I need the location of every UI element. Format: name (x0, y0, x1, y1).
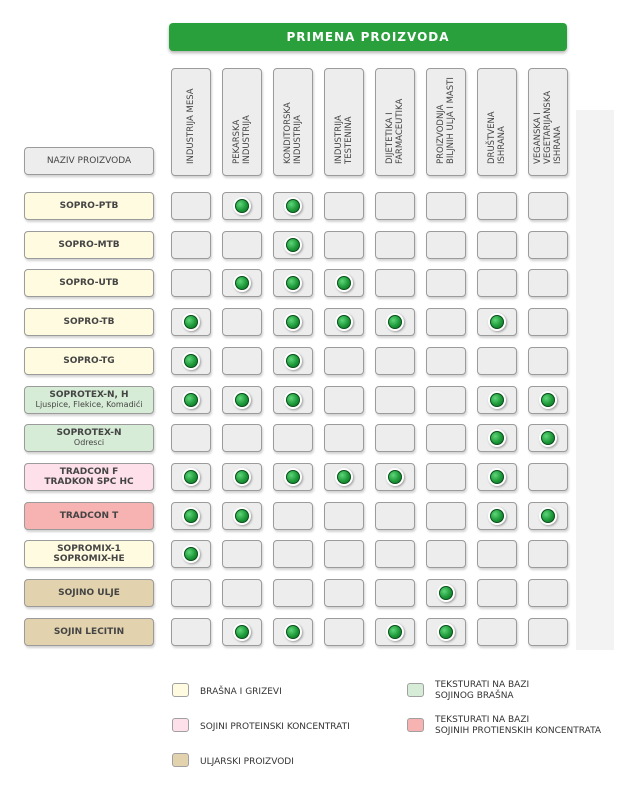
application-dot-icon (337, 315, 351, 329)
table-cell (426, 502, 466, 530)
table-cell (477, 192, 517, 220)
table-cell (222, 502, 262, 530)
column-header (222, 68, 262, 176)
row-label-name: SOJIN LECITIN (53, 627, 125, 637)
table-cell (375, 192, 415, 220)
application-dot-icon (286, 393, 300, 407)
application-dot-icon (439, 586, 453, 600)
application-dot-icon (439, 625, 453, 639)
application-dot-icon (490, 393, 504, 407)
table-cell (222, 308, 262, 336)
application-dot-icon (184, 393, 198, 407)
table-cell (477, 540, 517, 568)
column-header-label: DIJETETIKA I FARMACEUTIKA (385, 98, 405, 164)
table-cell (528, 463, 568, 491)
table-cell (222, 424, 262, 452)
column-header-label: PEKARSKA INDUSTRIJA (232, 115, 252, 164)
row-label-name: SOPRO-TG (63, 356, 115, 366)
table-cell (375, 269, 415, 297)
table-cell (171, 386, 211, 414)
application-dot-icon (235, 393, 249, 407)
row-label-name: SOPRO-MTB (58, 240, 120, 250)
table-cell (375, 347, 415, 375)
column-header (375, 68, 415, 176)
table-cell (528, 386, 568, 414)
table-cell (171, 231, 211, 259)
column-header-label: KONDITORSKA INDUSTRIJA (283, 102, 303, 164)
row-label-name: SOPROMIX-1 (57, 544, 121, 554)
row-label (24, 463, 154, 491)
application-dot-icon (490, 431, 504, 445)
table-cell (273, 424, 313, 452)
row-label-name: TRADCON F (59, 467, 119, 477)
table-cell (528, 192, 568, 220)
chart-title: PRIMENA PROIZVODA (169, 23, 567, 51)
row-label-name: SOPRO-UTB (59, 278, 119, 288)
table-cell (375, 386, 415, 414)
table-cell (477, 269, 517, 297)
application-dot-icon (235, 276, 249, 290)
legend-label (200, 757, 294, 768)
table-cell (426, 269, 466, 297)
legend-label-line1: SOJINI PROTEINSKI KONCENTRATI (200, 722, 350, 732)
table-cell (222, 386, 262, 414)
legend-label (200, 722, 350, 733)
row-label (24, 579, 154, 607)
column-header (426, 68, 466, 176)
table-cell (324, 386, 364, 414)
application-dot-icon (235, 470, 249, 484)
row-label (24, 347, 154, 375)
table-cell (426, 231, 466, 259)
application-dot-icon (235, 199, 249, 213)
table-cell (273, 618, 313, 646)
table-cell (273, 463, 313, 491)
table-cell (324, 231, 364, 259)
row-label-name: SOPRO-TB (63, 317, 115, 327)
table-cell (171, 618, 211, 646)
legend-label-line2: SOJINIH PROTIENSKIH KONCENTRATA (435, 726, 602, 736)
legend-label (435, 680, 529, 702)
table-cell (375, 463, 415, 491)
table-cell (171, 269, 211, 297)
table-cell (426, 424, 466, 452)
table-cell (324, 618, 364, 646)
table-cell (324, 540, 364, 568)
table-cell (528, 540, 568, 568)
table-cell (426, 540, 466, 568)
table-cell (477, 502, 517, 530)
table-cell (528, 308, 568, 336)
application-dot-icon (184, 509, 198, 523)
table-cell (477, 618, 517, 646)
table-cell (324, 463, 364, 491)
application-dot-icon (184, 354, 198, 368)
row-label-name: SOPRO-PTB (59, 201, 119, 211)
row-label (24, 308, 154, 336)
row-label-name: SOPROTEX-N, H (49, 390, 129, 400)
legend-label-line1: BRAŠNA I GRIZEVI (200, 687, 282, 697)
table-cell (477, 424, 517, 452)
legend-swatch (407, 683, 424, 697)
table-cell (273, 579, 313, 607)
column-header-label: DRUŠTVENA ISHRANA (487, 111, 507, 164)
row-label (24, 618, 154, 646)
table-cell (324, 579, 364, 607)
table-cell (477, 308, 517, 336)
legend-swatch (172, 753, 189, 767)
table-cell (273, 386, 313, 414)
row-label (24, 502, 154, 530)
column-header (324, 68, 364, 176)
application-dot-icon (541, 431, 555, 445)
table-cell (171, 502, 211, 530)
table-cell (222, 269, 262, 297)
application-dot-icon (235, 509, 249, 523)
table-cell (273, 347, 313, 375)
legend-label-line1: ULJARSKI PROIZVODI (200, 757, 294, 767)
table-cell (273, 231, 313, 259)
table-cell (324, 308, 364, 336)
table-cell (222, 579, 262, 607)
table-cell (222, 192, 262, 220)
table-cell (375, 618, 415, 646)
row-label (24, 192, 154, 220)
table-cell (273, 540, 313, 568)
application-dot-icon (388, 315, 402, 329)
table-cell (324, 192, 364, 220)
application-dot-icon (184, 315, 198, 329)
application-dot-icon (541, 393, 555, 407)
table-cell (324, 424, 364, 452)
table-cell (222, 540, 262, 568)
table-cell (222, 618, 262, 646)
table-cell (171, 463, 211, 491)
table-cell (222, 347, 262, 375)
table-cell (528, 502, 568, 530)
table-cell (273, 308, 313, 336)
row-label-sub: Odresci (73, 438, 105, 447)
application-dot-icon (490, 315, 504, 329)
column-header-label: VEGANSKA I VEGETARIJANSKA ISHRANA (533, 90, 563, 164)
column-header (528, 68, 568, 176)
column-header (273, 68, 313, 176)
table-cell (528, 424, 568, 452)
table-cell (426, 308, 466, 336)
table-cell (426, 347, 466, 375)
legend-swatch (407, 718, 424, 732)
table-cell (528, 579, 568, 607)
table-cell (528, 618, 568, 646)
column-header-label: INDUSTRIJA MESA (186, 88, 196, 164)
application-dot-icon (337, 470, 351, 484)
table-cell (171, 424, 211, 452)
table-cell (477, 579, 517, 607)
table-cell (426, 463, 466, 491)
row-label-name: TRADCON T (59, 511, 119, 521)
table-cell (222, 463, 262, 491)
table-cell (171, 192, 211, 220)
table-cell (528, 231, 568, 259)
table-cell (171, 347, 211, 375)
row-label-sub: SOPROMIX-HE (53, 554, 125, 564)
application-dot-icon (235, 625, 249, 639)
row-label (24, 424, 154, 452)
table-cell (375, 579, 415, 607)
row-label (24, 386, 154, 414)
application-dot-icon (286, 354, 300, 368)
application-dot-icon (184, 547, 198, 561)
side-panel (576, 110, 614, 650)
application-dot-icon (388, 470, 402, 484)
legend-label (200, 687, 282, 698)
table-cell (171, 540, 211, 568)
table-cell (528, 347, 568, 375)
legend-label-line1: TEKSTURATI NA BAZI (435, 715, 530, 725)
table-cell (171, 308, 211, 336)
legend-swatch (172, 718, 189, 732)
table-cell (477, 386, 517, 414)
application-dot-icon (184, 470, 198, 484)
table-cell (375, 540, 415, 568)
product-name-header: NAZIV PROIZVODA (24, 147, 154, 175)
application-dot-icon (286, 315, 300, 329)
application-dot-icon (286, 276, 300, 290)
table-cell (324, 502, 364, 530)
table-cell (477, 347, 517, 375)
table-cell (222, 231, 262, 259)
application-dot-icon (286, 199, 300, 213)
table-cell (375, 231, 415, 259)
application-dot-icon (286, 238, 300, 252)
table-cell (426, 386, 466, 414)
row-label-name: SOPROTEX-N (56, 428, 122, 438)
table-cell (426, 192, 466, 220)
table-cell (528, 269, 568, 297)
column-header-label: PROIZVODNJA BILJNIH ULJA I MASTI (436, 77, 456, 164)
table-cell (426, 579, 466, 607)
table-cell (375, 502, 415, 530)
column-header (477, 68, 517, 176)
table-cell (426, 618, 466, 646)
application-dot-icon (286, 625, 300, 639)
legend-label-line1: TEKSTURATI NA BAZI (435, 680, 530, 690)
row-label-sub: TRADKON SPC HC (44, 477, 134, 487)
application-dot-icon (490, 470, 504, 484)
table-cell (375, 424, 415, 452)
legend-swatch (172, 683, 189, 697)
legend-label (435, 715, 601, 737)
application-dot-icon (337, 276, 351, 290)
application-dot-icon (286, 470, 300, 484)
table-cell (477, 463, 517, 491)
column-header (171, 68, 211, 176)
table-cell (273, 192, 313, 220)
table-cell (171, 579, 211, 607)
row-label-name: SOJINO ULJE (58, 588, 120, 598)
application-dot-icon (388, 625, 402, 639)
row-label (24, 269, 154, 297)
row-label (24, 540, 154, 568)
table-cell (477, 231, 517, 259)
table-cell (324, 347, 364, 375)
legend-label-line2: SOJINOG BRAŠNA (435, 691, 514, 701)
row-label (24, 231, 154, 259)
table-cell (273, 502, 313, 530)
application-dot-icon (541, 509, 555, 523)
row-label-sub: Ljuspice, Flekice, Komadići (35, 400, 143, 409)
column-header-label: INDUSTRIJA TESTENINA (334, 115, 354, 164)
application-dot-icon (490, 509, 504, 523)
table-cell (273, 269, 313, 297)
table-cell (375, 308, 415, 336)
table-cell (324, 269, 364, 297)
